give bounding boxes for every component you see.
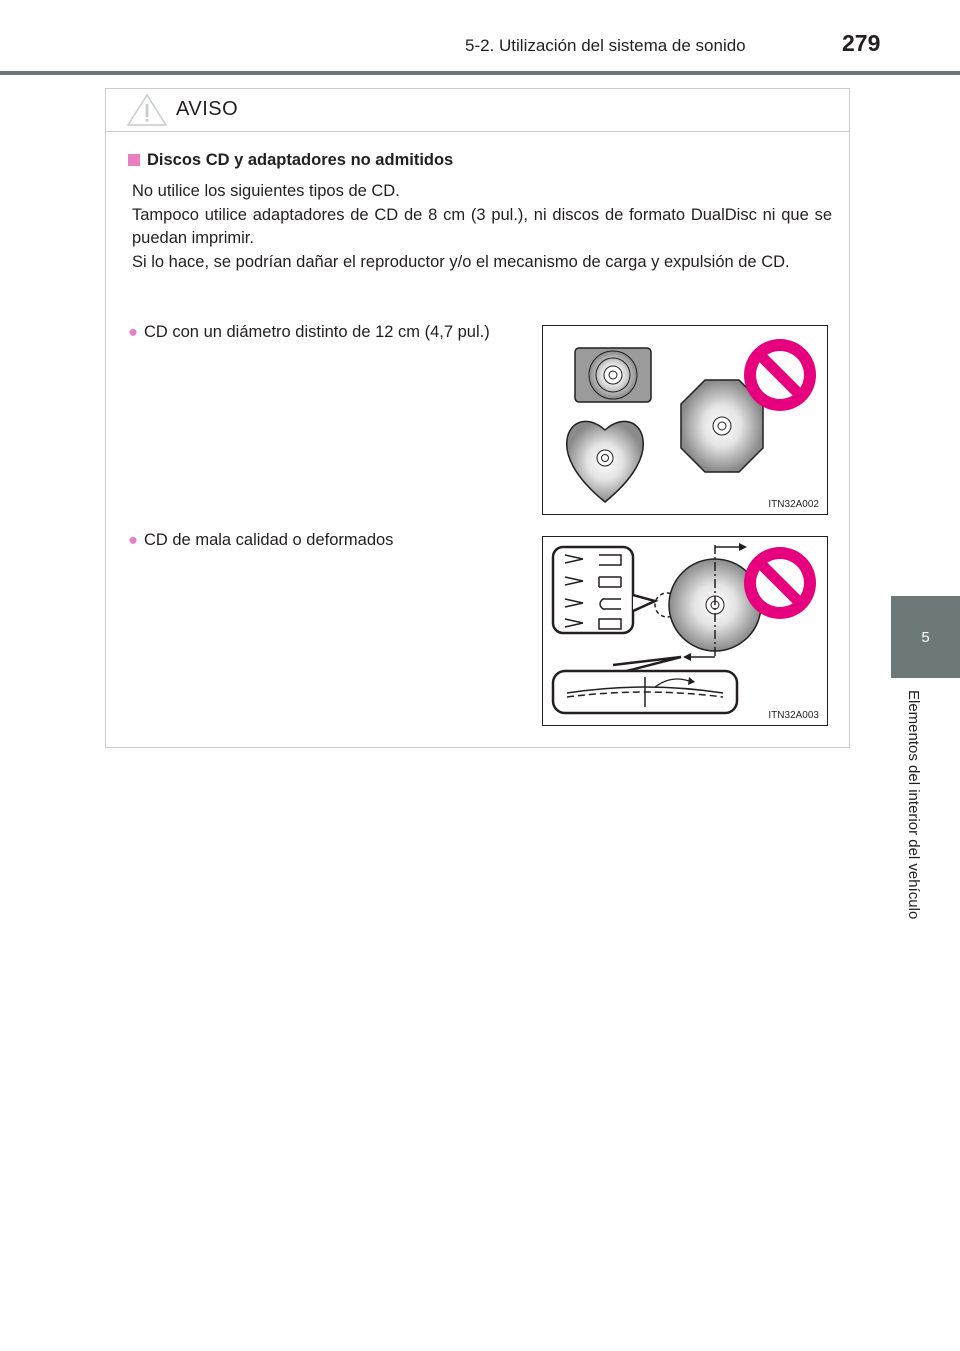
section-heading <box>128 151 453 170</box>
figure-damaged-discs <box>542 536 828 726</box>
prohibition-icon <box>744 339 816 411</box>
warning-triangle-icon <box>126 93 168 132</box>
chapter-tab <box>891 596 960 678</box>
bullet-text: CD de mala calidad o deformados <box>143 531 394 549</box>
figure-odd-shaped-discs <box>542 325 828 515</box>
square-bullet-icon <box>128 154 140 166</box>
paragraph-line: Tampoco utilice adaptadores de CD de 8 cm (3 pul.), ni discos de formato DualDisc ni que se puedan imprimir. <box>132 205 832 247</box>
bullet-text: CD con un diámetro distinto de 12 cm (4,7 pul.) <box>143 323 490 341</box>
figure-code: ITN32A003 <box>768 710 819 721</box>
figure-code: ITN32A002 <box>768 499 819 510</box>
prohibition-icon <box>744 547 816 619</box>
paragraph-line: No utilice los siguientes tipos de CD. <box>132 182 400 200</box>
section-heading-text: Discos CD y adaptadores no admitidos <box>147 151 454 169</box>
bullet-item <box>128 321 516 345</box>
warning-box <box>105 88 850 748</box>
bullet-item <box>128 529 528 553</box>
warning-label: AVISO <box>176 98 239 120</box>
page-number: 279 <box>842 30 881 56</box>
circle-bullet-icon: ● <box>128 531 138 549</box>
header-section-title: 5-2. Utilización del sistema de sonido <box>465 36 746 55</box>
circle-bullet-icon: ● <box>128 323 138 341</box>
header-rule <box>0 71 960 75</box>
warning-header <box>106 89 849 132</box>
chapter-title: Elementos del interior del vehículo <box>905 690 922 920</box>
warning-paragraph <box>132 180 832 274</box>
chapter-number: 5 <box>921 628 930 646</box>
paragraph-line: Si lo hace, se podrían dañar el reproductor y/o el mecanismo de carga y expulsión de CD. <box>132 252 790 271</box>
